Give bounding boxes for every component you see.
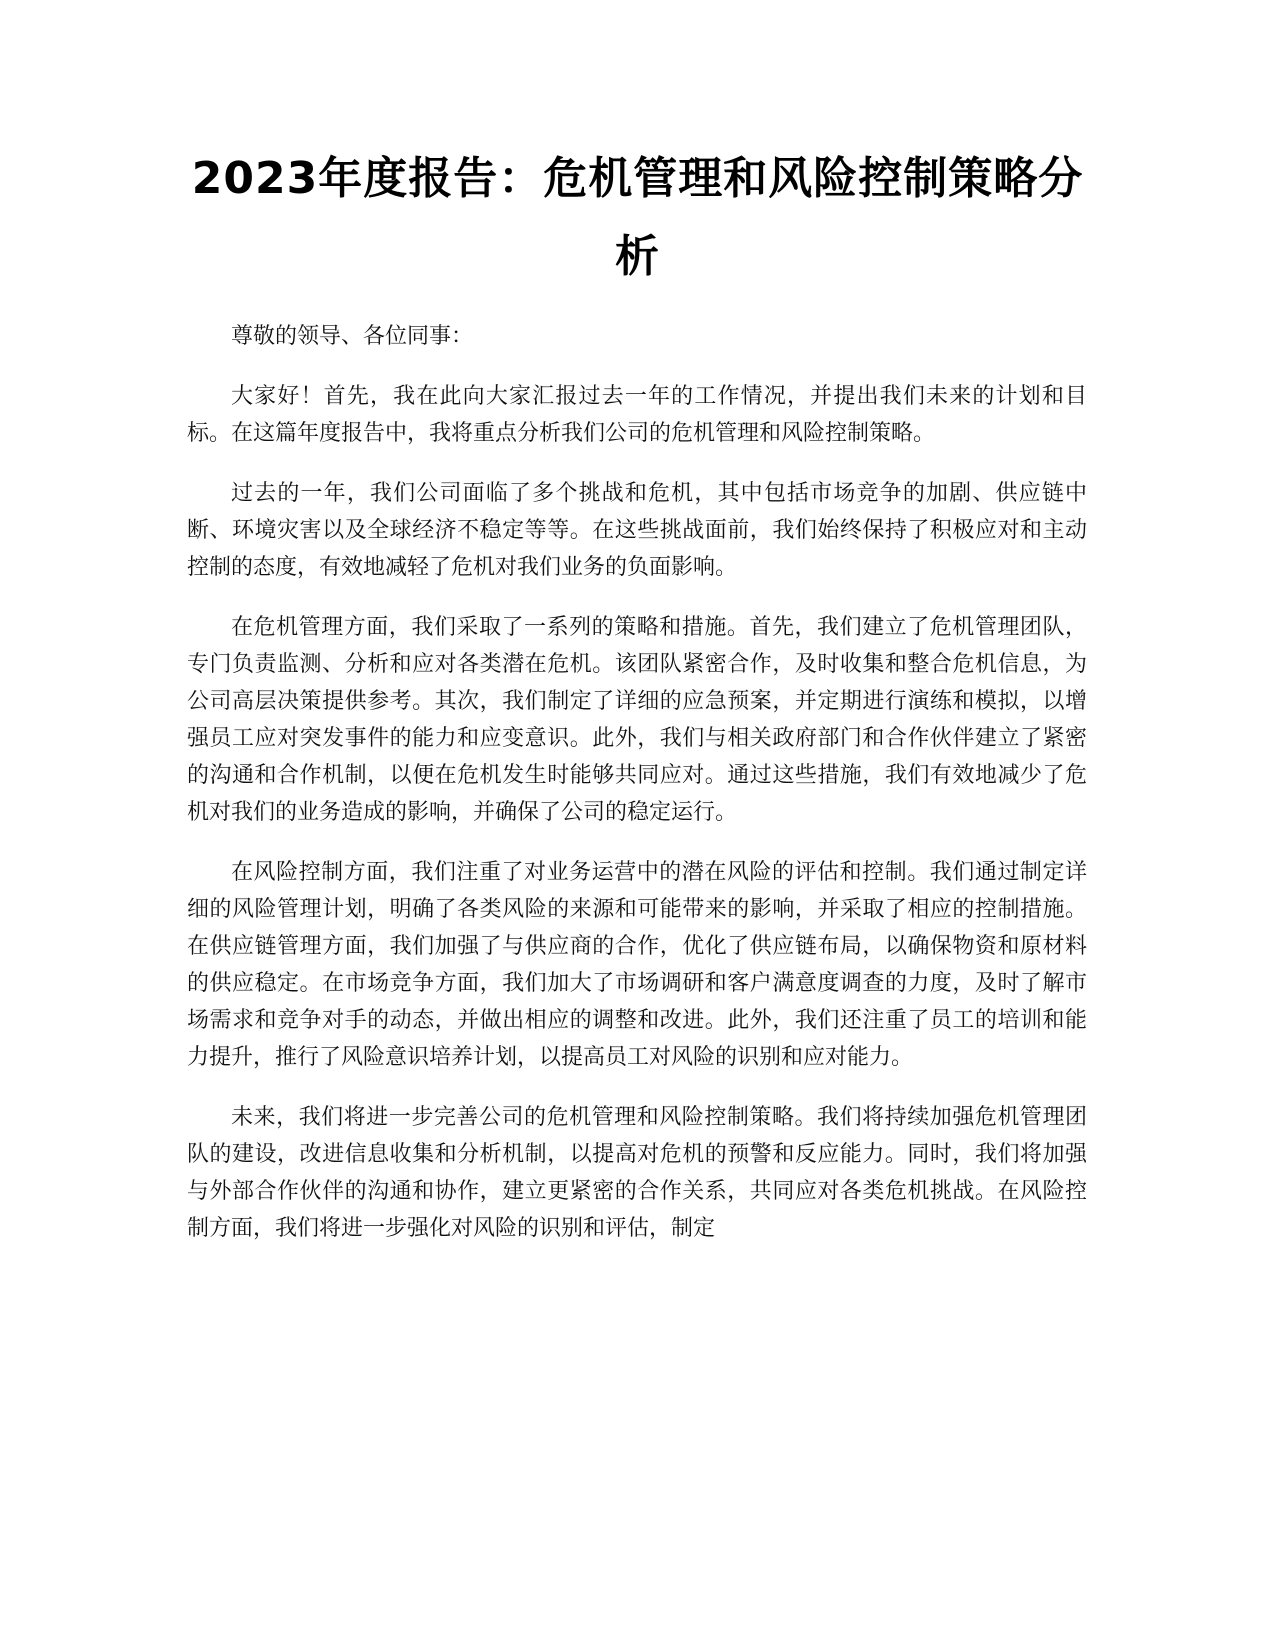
salutation-paragraph: 尊敬的领导、各位同事： — [231, 324, 474, 349]
future-plan-paragraph: 未来，我们将进一步完善公司的危机管理和风险控制策略。我们将持续加强危机管理团队的建设，改进信息收集和分析机制，以提高对危机的预警和反应能力。同时，我们将加强与外部合作伙伴的沟通和协作，建立更紧密的合作关系，共同应对各类危机挑战。在风险控制方面，我们将进一步强化对风险的识别和评估，制定 — [187, 1105, 1087, 1241]
document-title: 2023年度报告：危机管理和风险控制策略分析 — [191, 153, 1084, 282]
crisis-management-paragraph: 在危机管理方面，我们采取了一系列的策略和措施。首先，我们建立了危机管理团队，专门负责监测、分析和应对各类潜在危机。该团队紧密合作，及时收集和整合危机信息，为公司高层决策提供参考。其次，我们制定了详细的应急预案，并定期进行演练和模拟，以增强员工应对突发事件的能力和应变意识。此外，我们与相关政府部门和合作伙伴建立了紧密的沟通和合作机制，以便在危机发生时能够共同应对。通过这些措施，我们有效地减少了危机对我们的业务造成的影响，并确保了公司的稳定运行。 — [187, 615, 1087, 825]
intro-paragraph: 大家好！首先，我在此向大家汇报过去一年的工作情况，并提出我们未来的计划和目标。在这篇年度报告中，我将重点分析我们公司的危机管理和风险控制策略。 — [187, 384, 1087, 446]
risk-control-paragraph: 在风险控制方面，我们注重了对业务运营中的潜在风险的评估和控制。我们通过制定详细的风险管理计划，明确了各类风险的来源和可能带来的影响，并采取了相应的控制措施。在供应链管理方面，我们加强了与供应商的合作，优化了供应链布局，以确保物资和原材料的供应稳定。在市场竞争方面，我们加大了市场调研和客户满意度调查的力度，及时了解市场需求和竞争对手的动态，并做出相应的调整和改进。此外，我们还注重了员工的培训和能力提升，推行了风险意识培养计划，以提高员工对风险的识别和应对能力。 — [187, 860, 1087, 1070]
challenges-paragraph: 过去的一年，我们公司面临了多个挑战和危机，其中包括市场竞争的加剧、供应链中断、环境灾害以及全球经济不稳定等等。在这些挑战面前，我们始终保持了积极应对和主动控制的态度，有效地减轻了危机对我们业务的负面影响。 — [187, 481, 1087, 580]
document-body — [187, 318, 1087, 1270]
